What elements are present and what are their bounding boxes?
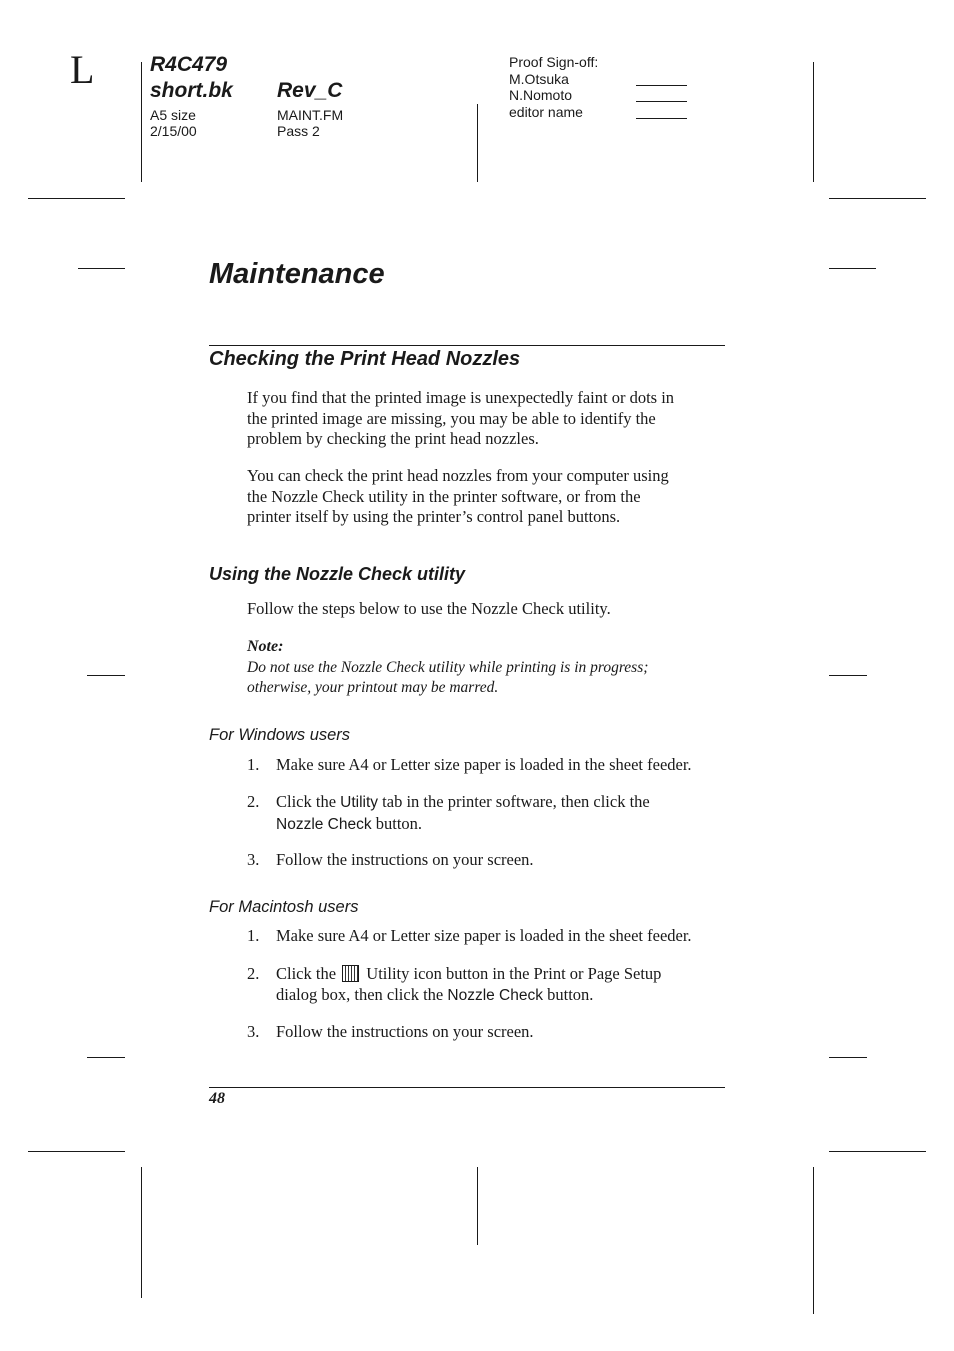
note-text (247, 658, 648, 698)
crop-mark-top-left-vertical (141, 62, 142, 182)
intro-paragraph-2-line: the Nozzle Check utility in the printer software, or from the (247, 486, 641, 506)
utility-tab-label: Utility (340, 794, 379, 811)
crop-mark-top-right-vertical (813, 62, 814, 182)
footer-rule (209, 1087, 725, 1088)
header-book-code: R4C479 (150, 53, 228, 76)
step-text-part: button. (543, 985, 594, 1004)
step-text-part: Click the (276, 964, 341, 983)
intro-paragraph-1-line: the printed image are missing, you may be able to identify the (247, 408, 656, 428)
step-number: 2. (247, 792, 260, 811)
crop-mark-bottom-right-vertical (813, 1167, 814, 1314)
step-number: 3. (247, 850, 260, 869)
signoff-line-3 (636, 118, 687, 119)
margin-mark-right-1 (829, 268, 876, 269)
nozzle-check-button-label: Nozzle Check (447, 987, 543, 1004)
crop-mark-top-center-vertical (477, 104, 478, 182)
step-text: Follow the instructions on your screen. (276, 1022, 534, 1041)
header-date: 2/15/00 (150, 123, 197, 139)
crop-mark-bottom-left-vertical (141, 1167, 142, 1298)
signoff-line-1 (636, 85, 687, 86)
step-text-part: button. (371, 814, 423, 833)
mac-heading: For Macintosh users (209, 898, 359, 916)
step-text-part: tab in the printer software, then click the (378, 792, 650, 811)
page-number: 48 (209, 1090, 225, 1107)
header-pass: Pass 2 (277, 123, 320, 139)
intro-paragraph-2-line: printer itself by using the printer’s control panel buttons. (247, 507, 621, 527)
proof-name-2: N.Nomoto (509, 87, 573, 103)
step-number: 2. (247, 964, 260, 983)
margin-mark-right-2 (829, 675, 867, 676)
crop-mark-top-left-horizontal (28, 198, 125, 199)
header-size: A5 size (150, 107, 196, 123)
header-filename: MAINT.FM (277, 107, 344, 123)
note-line: Do not use the Nozzle Check utility while printing is in progress; (247, 659, 649, 676)
subsection-paragraph: Follow the steps below to use the Nozzle Check utility. (247, 599, 611, 618)
section-heading: Checking the Print Head Nozzles (209, 348, 521, 370)
step-number: 3. (247, 1022, 260, 1041)
step-text-part: Utility icon button in the Print or Page Setup (362, 964, 662, 983)
step-text: Make sure A4 or Letter size paper is loaded in the sheet feeder. (276, 755, 692, 774)
note-label: Note: (247, 638, 284, 655)
signoff-line-2 (636, 101, 687, 102)
step-text: Follow the instructions on your screen. (276, 850, 534, 869)
intro-paragraph-1 (247, 388, 727, 450)
intro-paragraph-2-line: You can check the print head nozzles from your computer using (247, 466, 669, 485)
margin-mark-right-3 (829, 1057, 867, 1058)
intro-paragraph-1-line: If you find that the printed image is unexpectedly faint or dots in (247, 388, 675, 407)
utility-icon (342, 965, 359, 982)
windows-heading: For Windows users (209, 726, 351, 744)
step-text (276, 791, 650, 835)
step-text: Make sure A4 or Letter size paper is loaded in the sheet feeder. (276, 926, 692, 945)
proof-name-1: M.Otsuka (509, 70, 569, 87)
crop-mark-bottom-center-vertical (477, 1167, 478, 1245)
margin-mark-left-1 (78, 268, 125, 269)
step-number: 1. (247, 755, 260, 774)
proof-name-3: editor name (509, 103, 583, 120)
step-number: 1. (247, 926, 260, 945)
crop-mark-bottom-left-horizontal (28, 1151, 125, 1152)
margin-mark-left-2 (87, 675, 125, 676)
nozzle-check-button-label: Nozzle Check (276, 816, 372, 833)
step-text-part: dialog box, then click the (276, 985, 448, 1004)
intro-paragraph-2 (247, 466, 727, 528)
note-line: otherwise, your printout may be marred. (247, 679, 499, 696)
intro-paragraph-1-line: problem by checking the print head nozzles. (247, 429, 539, 449)
crop-mark-top-right-horizontal (829, 198, 926, 199)
step-text-part: Click the (276, 792, 341, 811)
margin-mark-left-3 (87, 1057, 125, 1058)
step-text (276, 963, 661, 1006)
corner-letter: L (70, 47, 95, 92)
header-revision: Rev_C (277, 79, 343, 102)
proof-label: Proof Sign-off: (509, 54, 599, 70)
crop-mark-bottom-right-horizontal (829, 1151, 926, 1152)
subsection-heading: Using the Nozzle Check utility (209, 564, 466, 584)
header-book-file: short.bk (150, 79, 233, 102)
page-title: Maintenance (209, 258, 385, 290)
